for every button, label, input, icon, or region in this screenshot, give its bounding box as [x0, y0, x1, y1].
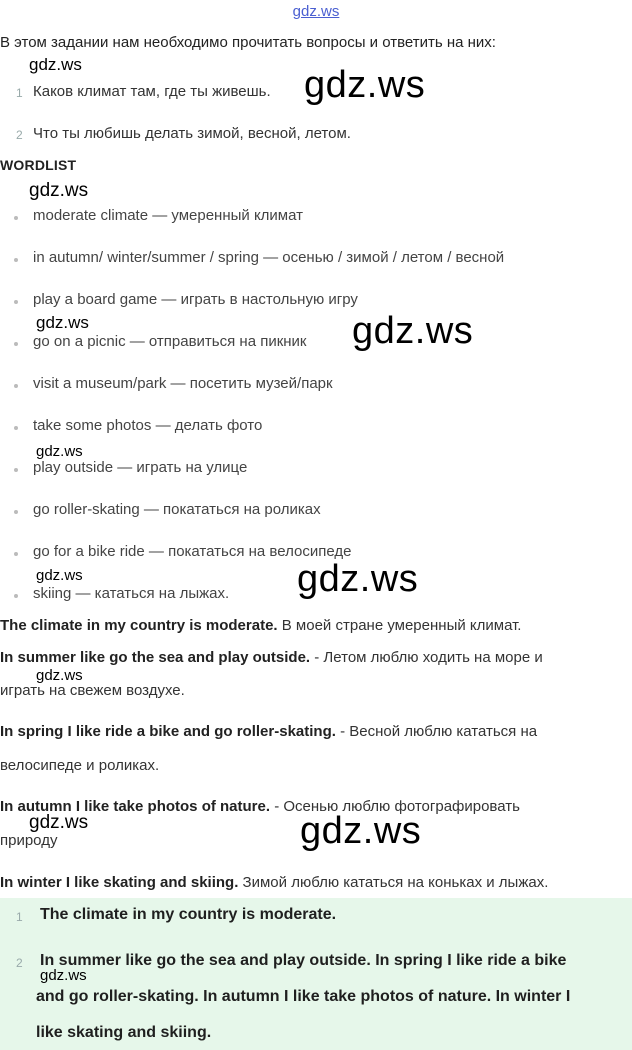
watermark-small: gdz.ws [29, 812, 89, 833]
answer-line [0, 874, 548, 891]
bullet-icon [14, 594, 18, 598]
watermark-small: gdz.ws [36, 443, 83, 460]
answer-english: The climate in my country is moderate. [0, 617, 278, 634]
question-text: Каков климат там, где ты живешь. [33, 83, 271, 100]
answer-line-continued: природу [0, 832, 58, 849]
answer-line-continued: играть на свежем воздухе. [0, 682, 185, 699]
wordlist-entry: take some photos — делать фото [33, 417, 263, 434]
watermark-small: gdz.ws [29, 55, 82, 74]
final-number: 1 [16, 910, 23, 924]
question-text: Что ты любишь делать зимой, весной, летом. [33, 125, 351, 142]
wordlist-entry: in autumn/ winter/summer / spring — осенью / зимой / летом / весной [33, 249, 505, 266]
bullet-icon [14, 384, 18, 388]
bullet-icon [14, 468, 18, 472]
watermark-small: gdz.ws [36, 313, 89, 332]
final-answer-line: In summer like go the sea and play outside. In spring I like ride a bike [40, 952, 567, 969]
wordlist-entry: moderate climate — умеренный климат [33, 207, 304, 224]
question-number: 2 [16, 128, 23, 142]
watermark-small: gdz.ws [40, 967, 87, 984]
answer-russian: - Весной люблю кататься на [335, 723, 538, 740]
answer-russian: В моей стране умеренный климат. [277, 617, 522, 634]
answer-russian: - Летом люблю ходить на море и [310, 649, 543, 666]
bullet-icon [14, 426, 18, 430]
watermark-large: gdz.ws [352, 310, 474, 352]
answer-russian: Зимой люблю кататься на коньках и лыжах. [238, 874, 549, 891]
final-number: 2 [16, 956, 23, 970]
wordlist-entry: visit a museum/park — посетить музей/парк [33, 375, 333, 392]
wordlist-entry: play outside — играть на улице [33, 459, 248, 476]
watermark-large: gdz.ws [300, 810, 422, 852]
wordlist-entry: go on a picnic — отправиться на пикник [33, 333, 307, 350]
final-answer-line: like skating and skiing. [36, 1024, 212, 1041]
bullet-icon [14, 258, 18, 262]
answer-english: In spring I like ride a bike and go roller-skating. [0, 723, 336, 740]
answer-line [0, 723, 537, 740]
answer-line-continued: велосипеде и роликах. [0, 757, 160, 774]
answer-english: In winter I like skating and skiing. [0, 874, 239, 891]
wordlist-entry: go roller-skating — покататься на роликах [33, 501, 321, 518]
answer-line [0, 617, 521, 634]
answer-line [0, 649, 543, 666]
bullet-icon [14, 552, 18, 556]
bullet-icon [14, 510, 18, 514]
question-number: 1 [16, 86, 23, 100]
wordlist-entry: go for a bike ride — покататься на велосипеде [33, 543, 352, 560]
bullet-icon [14, 216, 18, 220]
answer-english: In autumn I like take photos of nature. [0, 798, 271, 815]
bullet-icon [14, 300, 18, 304]
wordlist-entry: skiing — кататься на лыжах. [33, 585, 230, 602]
bullet-icon [14, 342, 18, 346]
wordlist-title: WORDLIST [0, 157, 77, 173]
answer-english: In summer like go the sea and play outside. [0, 649, 311, 666]
wordlist-entry: play a board game — играть в настольную игру [33, 291, 358, 308]
site-link[interactable]: gdz.ws [292, 3, 340, 20]
final-answer-line: and go roller-skating. In autumn I like take photos of nature. In winter I [36, 988, 571, 1005]
watermark-small: gdz.ws [36, 667, 83, 684]
watermark-large: gdz.ws [297, 558, 419, 600]
final-answer-line: The climate in my country is moderate. [40, 906, 337, 923]
answer-russian: - Осенью люблю фотографировать [270, 798, 520, 815]
watermark-small: gdz.ws [36, 567, 83, 584]
watermark-large: gdz.ws [304, 64, 426, 106]
watermark-small: gdz.ws [29, 180, 89, 201]
intro-text: В этом задании нам необходимо прочитать вопросы и ответить на них: [0, 34, 496, 51]
